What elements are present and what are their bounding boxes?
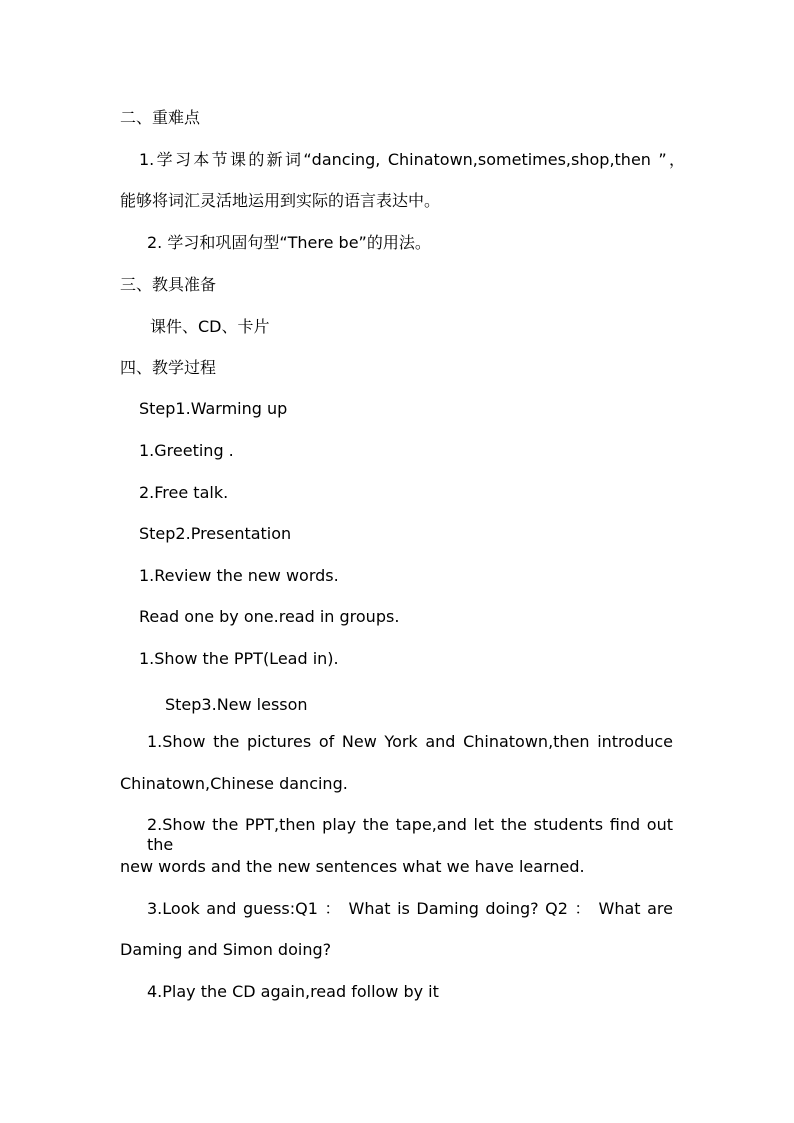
step1-item2: 2.Free talk. <box>139 483 229 502</box>
step2-item1-detail: Read one by one.read in groups. <box>139 607 400 626</box>
section2-item2: 2. 学习和巩固句型“There be”的用法。 <box>147 233 431 252</box>
step2-item1: 1.Review the new words. <box>139 566 339 585</box>
step3-item4: 4.Play the CD again,read follow by it <box>147 982 439 1001</box>
section4-heading: 四、教学过程 <box>120 358 217 377</box>
section2-item1-line1: 1.学习本节课的新词“dancing, Chinatown,sometimes,shop,then ”， <box>139 150 685 169</box>
section2-item1-line2: 能够将词汇灵活地运用到实际的语言表达中。 <box>120 191 441 210</box>
section2-heading: 二、重难点 <box>120 108 201 127</box>
section3-materials: 课件、CD、卡片 <box>150 317 270 336</box>
step3-item2-line2: new words and the new sentences what we have learned. <box>120 857 585 876</box>
step1-item1: 1.Greeting . <box>139 441 234 460</box>
step3-item3-line1: 3.Look and guess:Q1 ： What is Daming doing? Q2 ： What are <box>147 899 673 918</box>
step2-item2: 1.Show the PPT(Lead in). <box>139 649 339 668</box>
step2-heading: Step2.Presentation <box>139 524 292 543</box>
step1-heading: Step1.Warming up <box>139 399 288 418</box>
section3-heading: 三、教具准备 <box>120 275 217 294</box>
step3-item3-line2: Daming and Simon doing? <box>120 940 332 959</box>
step3-heading: Step3.New lesson <box>165 695 308 714</box>
step3-item1-line1: 1.Show the pictures of New York and Chinatown,then introduce <box>147 732 673 751</box>
step3-item1-line2: Chinatown,Chinese dancing. <box>120 774 348 793</box>
step3-item2-line1: 2.Show the PPT,then play the tape,and let the students find out the <box>147 815 673 854</box>
